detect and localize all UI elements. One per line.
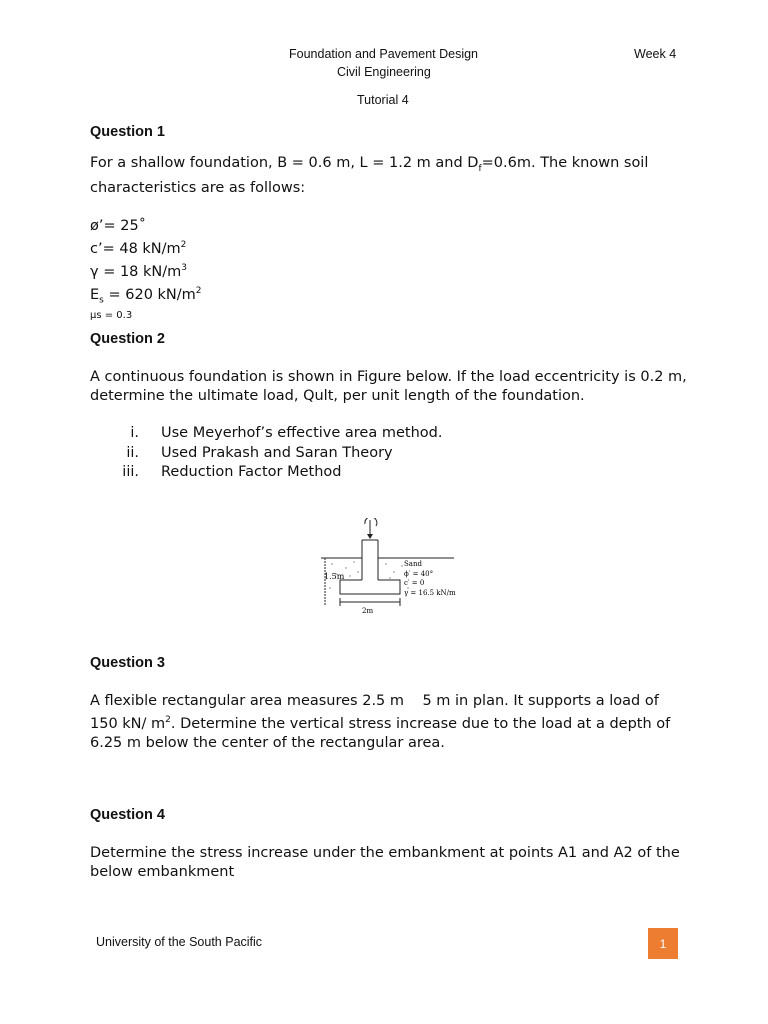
tutorial-label: Tutorial 4: [357, 93, 409, 107]
q3-line-1: A flexible rectangular area measures 2.5 m 5 m in plan. It supports a load of: [90, 693, 659, 709]
doc-subtitle: Civil Engineering: [337, 65, 431, 79]
question-1-body: [90, 154, 700, 322]
q2-line-2: determine the ultimate load, Qult, per unit length of the foundation.: [90, 388, 585, 404]
q1-poisson: μs = 0.3: [90, 310, 133, 322]
question-2-body: [90, 368, 730, 406]
q1-line-1: For a shallow foundation, B = 0.6 m, L = 1.2 m and $D_f=0.6m$. The known soil: [90, 155, 649, 174]
q3-line-2: 150 kN/ $m^2$. Determine the vertical stress increase due to the load at a depth of: [90, 715, 671, 732]
fig-depth-label: 1.5m: [324, 572, 345, 581]
footer-institution: University of the South Pacific: [96, 935, 263, 949]
question-2-title: Question 2: [90, 331, 165, 347]
fig-soil-label: Sand: [404, 560, 422, 568]
foundation-figure: [318, 518, 458, 618]
q1-modulus: $E_s = 620$ $kN/m^2$: [90, 285, 202, 306]
question-3-title: Question 3: [90, 655, 165, 671]
page-number: 1: [648, 928, 678, 959]
q4-line-1: Determine the stress increase under the embankment at points A1 and A2 of the: [90, 845, 680, 861]
q1-phi: ø’= 25˚: [90, 217, 146, 234]
q3-line-3: 6.25 m below the center of the rectangular area.: [90, 734, 445, 751]
fig-gamma-label: γ = 16.5 kN/m: [404, 589, 456, 597]
q1-line-2: characteristics are as follows:: [90, 179, 306, 196]
fig-c-label: c′ = 0: [404, 579, 425, 587]
list-item: i. Use Meyerhof’s effective area method.: [130, 425, 443, 441]
question-4-body: [90, 844, 700, 882]
question-4-title: Question 4: [90, 807, 165, 823]
list-item: ii. Used Prakash and Saran Theory: [126, 444, 393, 461]
q1-unit-weight: γ = 18 $kN/m^3$: [90, 262, 187, 280]
question-1-title: Question 1: [90, 124, 165, 140]
method-list: [90, 424, 442, 483]
week-label: Week 4: [634, 47, 677, 61]
q4-line-2: below embankment: [90, 864, 235, 880]
question-3-body: [90, 692, 700, 753]
doc-title: Foundation and Pavement Design: [289, 47, 479, 61]
fig-phi-label: ϕ′ = 40°: [404, 570, 434, 578]
q1-cohesion: c’= 48 $kN/m^2$: [90, 239, 187, 257]
q2-line-1: A continuous foundation is shown in Figure below. If the load eccentricity is 0.2 m,: [90, 369, 687, 385]
fig-width-label: 2m: [362, 607, 374, 615]
list-item: iii. Reduction Factor Method: [122, 464, 342, 480]
